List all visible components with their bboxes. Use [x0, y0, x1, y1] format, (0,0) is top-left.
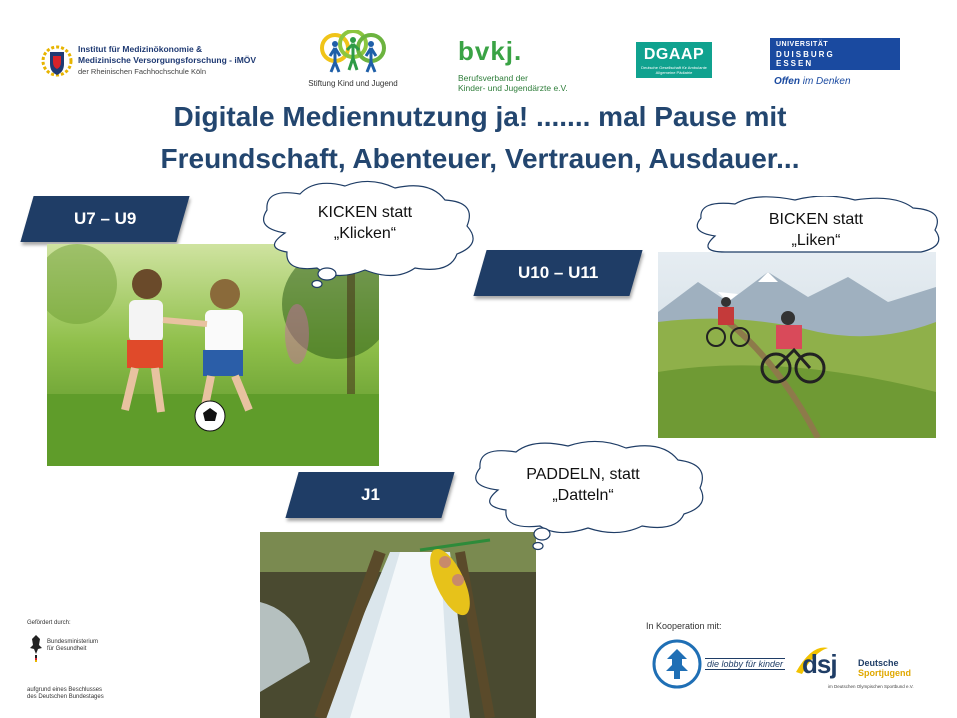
dsj-logo — [800, 644, 914, 694]
bvkj-logo — [458, 38, 608, 98]
photo-canoe-rapids — [260, 532, 536, 718]
kinderschutzbund-logo — [652, 637, 702, 691]
stiftung-figures-icon — [313, 30, 393, 78]
funded-by-label: Gefördert durch: — [27, 620, 71, 626]
ministry-line1: Bundesministerium — [47, 639, 99, 645]
dgaap-caption: Deutsche Gesellschaft für Ambulante Allgemeine Pädiatrie — [641, 65, 707, 75]
imov-line1: Institut für Medizinökonomie & — [78, 44, 203, 54]
decision-line2: des Deutschen Bundestages — [27, 694, 104, 700]
imov-logo — [40, 42, 280, 82]
ude-slogan: Offen im Denken — [774, 76, 851, 87]
imov-emblem-icon — [40, 42, 74, 80]
photo-mountain-bikers — [658, 252, 936, 438]
bvkj-line2: Kinder- und Jugendärzte e.V. — [458, 83, 568, 93]
speech-bubble-bicken — [685, 196, 947, 258]
dsj-sub: im Deutschen Olympischen Sportbund e.V. — [828, 684, 914, 689]
dsj-line1: Deutsche — [858, 658, 899, 668]
lobby-fuer-kinder-text: die lobby für kinder — [707, 659, 784, 669]
decision-line1: aufgrund eines Beschlusses — [27, 687, 103, 693]
imov-line2: Medizinische Versorgungsforschung - iMÖV — [78, 55, 257, 65]
imov-line3: der Rheinischen Fachhochschule Köln — [78, 67, 206, 76]
title-line1: Digitale Mediennutzung ja! ....... mal Pause mit — [173, 101, 787, 132]
age-label-u10-u11: U10 – U11 — [473, 250, 642, 296]
stiftung-kind-und-jugend-logo — [298, 30, 408, 92]
dgaap-logo — [636, 42, 712, 78]
bvkj-line1: Berufsverband der — [458, 73, 528, 83]
bubble-bicken-line1: BICKEN statt — [768, 211, 864, 228]
ude-line3: ESSEN — [776, 59, 814, 68]
uni-duisburg-essen-logo — [770, 38, 900, 88]
speech-bubble-kicken — [245, 178, 485, 290]
stiftung-caption: Stiftung Kind und Jugend — [308, 79, 398, 88]
bubble-paddeln-line1: PADDELN, statt — [526, 466, 640, 483]
cooperation-label: In Kooperation mit: — [646, 621, 722, 631]
dsj-brand: dsj — [802, 649, 837, 679]
title-line2: Freundschaft, Abenteuer, Vertrauen, Ausdauer... — [160, 143, 800, 174]
page-title — [60, 96, 900, 180]
dgaap-brand: DGAAP — [643, 46, 705, 63]
bubble-kicken-line2: „Klicken“ — [333, 225, 397, 242]
age-label-u7-u9: U7 – U9 — [20, 196, 189, 242]
bubble-bicken-line2: „Liken“ — [791, 232, 841, 249]
bubble-kicken-line1: KICKEN statt — [317, 204, 413, 221]
dsj-line2: Sportjugend — [858, 668, 911, 678]
bubble-paddeln-line2: „Datteln“ — [552, 487, 614, 504]
funder-block — [27, 620, 177, 700]
ministry-line2: für Gesundheit — [47, 646, 87, 652]
age-label-j1: J1 — [285, 472, 454, 518]
federal-eagle-icon — [29, 633, 43, 663]
speech-bubble-paddeln — [458, 440, 708, 552]
ude-line1: UNIVERSITÄT — [776, 41, 829, 48]
bvkj-brand: bvkj. — [458, 36, 523, 66]
ude-line2: DUISBURG — [776, 50, 835, 59]
